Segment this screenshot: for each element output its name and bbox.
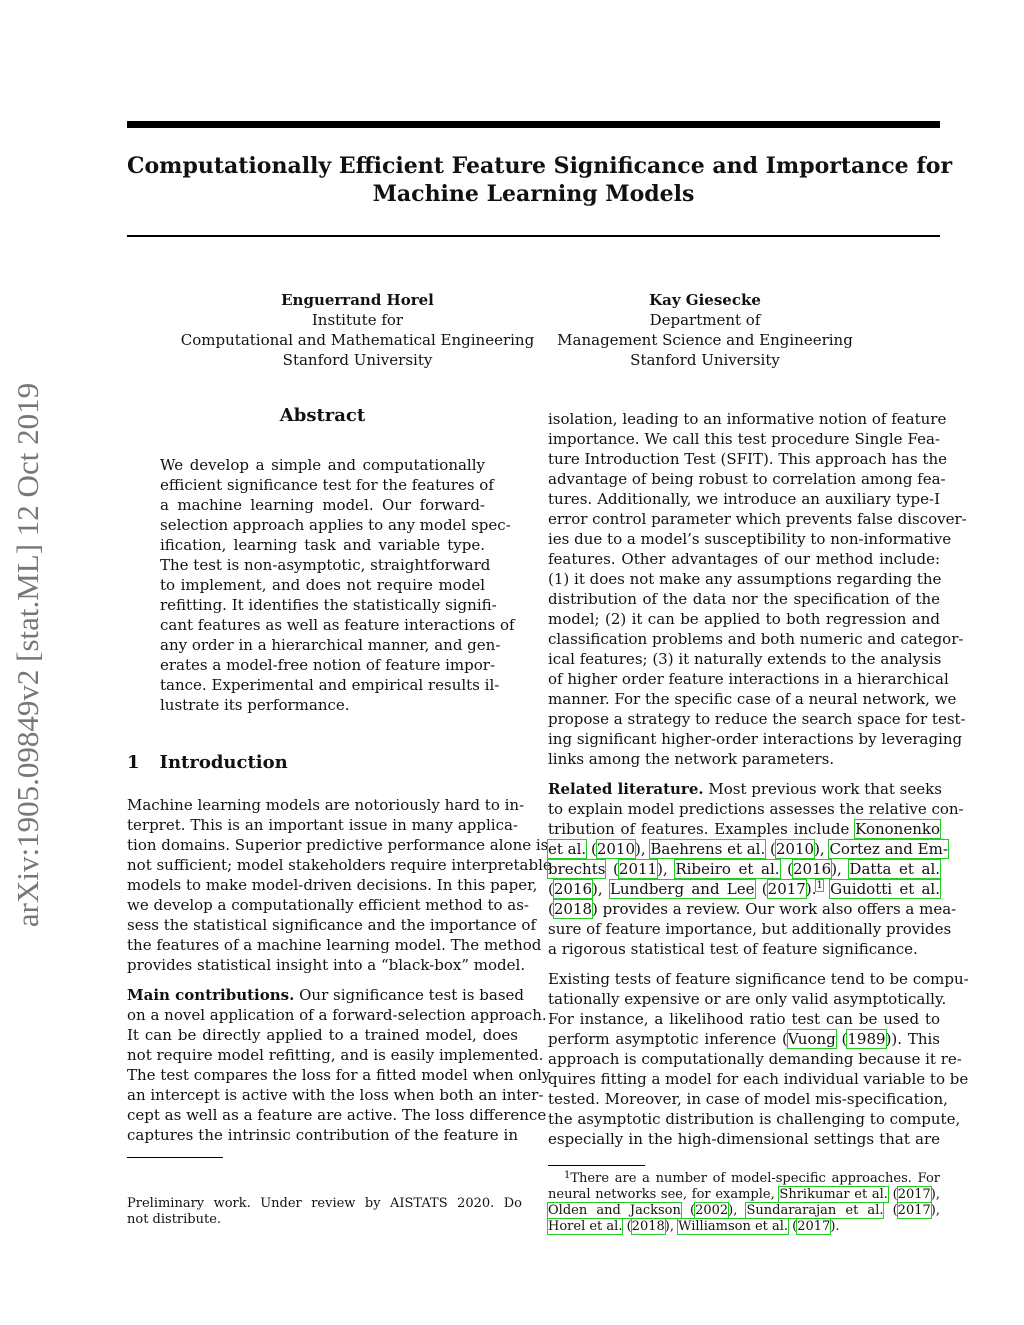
- author-affiliation: Management Science and Engineering: [557, 331, 853, 349]
- citation-link-horel[interactable]: Horel et al.: [548, 1219, 623, 1234]
- abstract-line: The test is non-asymptotic, straightforward: [160, 556, 491, 574]
- text-line: importance. We call this test procedure Single Fea-: [548, 430, 940, 448]
- citation-link-year[interactable]: 1989: [847, 1030, 886, 1048]
- citation-link-year[interactable]: 2017: [897, 1203, 931, 1218]
- footnote-line: [548, 1171, 940, 1187]
- text-line: tested. Moreover, in case of model mis-specification,: [548, 1090, 948, 1108]
- text-line: tationally expensive or are only valid asymptotically.: [548, 990, 947, 1008]
- text-line: ical features; (3) it naturally extends to the analysis: [548, 650, 942, 668]
- author-affiliation: Stanford University: [630, 351, 780, 369]
- abstract-heading: Abstract: [279, 405, 366, 426]
- citation-link-year[interactable]: 2018: [631, 1219, 665, 1234]
- text-line: brechts (2011), Ribeiro et al. (2016), Datta et al.: [548, 860, 941, 878]
- preliminary-note: [127, 1196, 522, 1228]
- right-paragraph-1: [548, 409, 967, 769]
- text-line: model; (2) it can be applied to both regression and: [548, 610, 940, 628]
- text-line: isolation, leading to an informative notion of feature: [548, 410, 947, 428]
- text-line: of higher order feature interactions in a hierarchical: [548, 670, 949, 688]
- citation-link-year[interactable]: 2017: [797, 1219, 831, 1234]
- text-line: on a novel application of a forward-selection approach.: [127, 1006, 547, 1024]
- text-line: ies due to a model’s susceptibility to non-informative: [548, 530, 952, 548]
- abstract-line: erates a model-free notion of feature impor-: [160, 656, 496, 674]
- text-line: error control parameter which prevents false discover-: [548, 510, 967, 528]
- citation-link-year[interactable]: 2018: [553, 900, 593, 918]
- author-block-giesecke: [555, 290, 855, 370]
- text-line: distribution of the data nor the specification of the: [548, 590, 940, 608]
- text-span: This: [907, 1030, 940, 1048]
- author-affiliation: Institute for: [311, 311, 404, 329]
- footnote-1: [548, 1171, 940, 1235]
- author-name: Enguerrand Horel: [281, 291, 434, 309]
- abstract-body: [160, 455, 515, 715]
- text-line: [127, 985, 524, 1005]
- note-line: not distribute.: [127, 1212, 222, 1227]
- text-line: links among the network parameters.: [548, 750, 835, 768]
- citation-link-lundberg[interactable]: Lundberg and Lee: [609, 880, 755, 898]
- citation-link-year[interactable]: 2002: [695, 1203, 729, 1218]
- text-line: features. Other advantages of our method include:: [548, 550, 940, 568]
- citation-link-williamson[interactable]: Williamson et al.: [678, 1219, 789, 1234]
- abstract-line: lustrate its performance.: [160, 696, 350, 714]
- citation-link-datta[interactable]: Datta et al.: [849, 860, 941, 878]
- abstract-line: refitting. It identifies the statistically signifi-: [160, 596, 497, 614]
- author-block-horel: [180, 290, 535, 370]
- text-line: we develop a computationally efficient method to as-: [127, 896, 529, 914]
- text-line: the asymptotic distribution is challenging to compute,: [548, 1110, 961, 1128]
- citation-link-year[interactable]: 2016: [553, 880, 593, 898]
- citation-link-year[interactable]: 2017: [897, 1187, 931, 1202]
- text-line: a rigorous statistical test of feature significance.: [548, 940, 918, 958]
- text-line: sure of feature importance, but additionally provides: [548, 920, 952, 938]
- text-line: The test compares the loss for a fitted model when only: [127, 1066, 551, 1084]
- paragraph-lead: Related literature.: [548, 780, 704, 798]
- abstract-line: tance. Experimental and empirical results il-: [160, 676, 500, 694]
- text-line: [548, 819, 940, 839]
- author-affiliation: Department of: [649, 311, 761, 329]
- text-line: cept as well as a feature are active. The loss difference: [127, 1106, 547, 1124]
- text-line: (2016), Lundberg and Lee (2017).$^1$ Guidotti et al.: [548, 880, 940, 898]
- text-line: models to make model-driven decisions. In this paper,: [127, 876, 538, 894]
- abstract-line: cant features as well as feature interactions of: [160, 616, 515, 634]
- text-line: not sufficient; model stakeholders require interpretable: [127, 856, 552, 874]
- text-line: ing significant higher-order interactions by leveraging: [548, 730, 963, 748]
- citation-link-sundararajan[interactable]: Sundararajan et al.: [746, 1203, 884, 1218]
- text-line: Existing tests of feature significance tend to be compu-: [548, 970, 969, 988]
- text-span: There are a number of model-specific approaches. For: [570, 1171, 940, 1186]
- text-line: tures. Additionally, we introduce an auxiliary type-I: [548, 490, 940, 508]
- footnote-marker-link[interactable]: 1: [816, 880, 823, 891]
- text-line: approach is computationally demanding because it re-: [548, 1050, 962, 1068]
- abstract-line: We develop a simple and computationally: [160, 456, 485, 474]
- text-line: not require model refitting, and is easily implemented.: [127, 1046, 544, 1064]
- text-line: especially in the high-dimensional settings that are: [548, 1130, 940, 1148]
- citation-link-baehrens[interactable]: Baehrens et al.: [650, 840, 766, 858]
- note-line: Preliminary work. Under review by AISTATS 2020. Do: [127, 1196, 522, 1211]
- text-span: Our significance test is based: [299, 986, 524, 1004]
- text-line: the features of a machine learning model. The method: [127, 936, 542, 954]
- intro-paragraph-main-contributions: [127, 985, 551, 1145]
- text-line: to explain model predictions assesses the relative con-: [548, 800, 964, 818]
- text-line: provides statistical insight into a “black-box” model.: [127, 956, 526, 974]
- citation-link-kononenko[interactable]: Kononenko: [855, 820, 940, 838]
- abstract-line: to implement, and does not require model: [160, 576, 485, 594]
- text-line: manner. For the specific case of a neural network, we: [548, 690, 957, 708]
- text-span: perform asymptotic inference: [548, 1030, 777, 1048]
- section-heading-introduction: [127, 752, 288, 773]
- abstract-line: selection approach applies to any model spec-: [160, 516, 511, 534]
- text-line: quires fitting a model for each individual variable to be: [548, 1070, 969, 1088]
- text-line: perform asymptotic inference (Vuong (1989)). This: [548, 1030, 940, 1048]
- text-line: For instance, a likelihood ratio test can be used to: [548, 1010, 940, 1028]
- text-line: It can be directly applied to a trained model, does: [127, 1026, 518, 1044]
- text-span: Most previous work that seeks: [708, 780, 942, 798]
- abstract-line: a machine learning model. Our forward-: [160, 496, 485, 514]
- title-line: Machine Learning Models: [372, 181, 695, 207]
- existing-tests-paragraph: [548, 969, 969, 1149]
- citation-link-olden[interactable]: Olden and Jackson: [548, 1203, 681, 1218]
- footnote-rule-left: [127, 1157, 223, 1158]
- text-line: et al. (2010), Baehrens et al. (2010), Cortez and Em-: [548, 840, 948, 858]
- citation-link-guidotti[interactable]: Guidotti et al.: [830, 880, 940, 898]
- citation-link-cortez[interactable]: Cortez and Em-: [829, 840, 948, 858]
- text-line: (2018) provides a review. Our work also offers a mea-: [548, 900, 957, 918]
- footnote-number: 1: [564, 1170, 571, 1181]
- citation-link-year[interactable]: 2017: [767, 880, 806, 898]
- text-span: tribution of features. Examples include: [548, 820, 850, 838]
- text-line: terpret. This is an important issue in many applica-: [127, 816, 518, 834]
- title-line: Computationally Efficient Feature Significance and Importance for: [127, 153, 953, 179]
- intro-paragraph-1: [127, 795, 552, 975]
- title-bottom-rule: [127, 235, 940, 237]
- text-span: neural networks see, for example,: [548, 1187, 775, 1202]
- citation-link-kononenko[interactable]: et al.: [548, 840, 587, 858]
- footnote-line: Horel et al. (2018), Williamson et al. (2017).: [548, 1219, 840, 1234]
- citation-link-shrikumar[interactable]: Shrikumar et al.: [779, 1187, 888, 1202]
- abstract-line: efficient significance test for the features of: [160, 476, 494, 494]
- citation-link-year[interactable]: 2010: [596, 840, 635, 858]
- text-line: classification problems and both numeric and categor-: [548, 630, 964, 648]
- footnote-line: Olden and Jackson (2002), Sundararajan et al. (2017),: [548, 1203, 940, 1218]
- text-line: sess the statistical significance and the importance of: [127, 916, 536, 934]
- citation-link-cortez[interactable]: brechts: [548, 860, 606, 878]
- text-line: [548, 779, 940, 799]
- citation-link-year[interactable]: 2016: [793, 860, 832, 878]
- author-name: Kay Giesecke: [649, 291, 761, 309]
- author-affiliation: Computational and Mathematical Engineering: [180, 331, 535, 349]
- text-line: captures the intrinsic contribution of the feature in: [127, 1126, 518, 1144]
- citation-link-vuong[interactable]: Vuong: [787, 1030, 836, 1048]
- abstract-line: any order in a hierarchical manner, and gen-: [160, 636, 501, 654]
- section-number: 1: [127, 752, 140, 773]
- author-affiliation: Stanford University: [282, 351, 433, 369]
- paper-title: [127, 152, 953, 208]
- citation-link-ribeiro[interactable]: Ribeiro et al.: [675, 860, 780, 878]
- text-line: tion domains. Superior predictive performance alone is: [127, 836, 549, 854]
- arxiv-identifier: arXiv:1905.09849v2 [stat.ML] 12 Oct 2019: [10, 382, 45, 928]
- text-line: advantage of being robust to correlation among fea-: [548, 470, 946, 488]
- title-top-rule: [127, 121, 940, 128]
- footnote-rule-right: [548, 1165, 645, 1166]
- text-line: (1) it does not make any assumptions regarding the: [548, 570, 942, 588]
- text-line: propose a strategy to reduce the search space for test-: [548, 710, 966, 728]
- text-line: ture Introduction Test (SFIT). This approach has the: [548, 450, 948, 468]
- text-line: an intercept is active with the loss when both an inter-: [127, 1086, 544, 1104]
- abstract-line: ification, learning task and variable type.: [160, 536, 485, 554]
- section-title: Introduction: [159, 752, 288, 773]
- text-line: Machine learning models are notoriously hard to in-: [127, 796, 525, 814]
- citation-link-year[interactable]: 2011: [618, 860, 658, 878]
- paragraph-lead: Main contributions.: [127, 986, 295, 1004]
- related-literature-paragraph: [548, 779, 964, 959]
- footnote-line: neural networks see, for example, Shrikumar et al. (2017),: [548, 1187, 940, 1202]
- citation-link-year[interactable]: 2010: [775, 840, 815, 858]
- text-span: provides a review. Our work also offers a mea-: [602, 900, 957, 918]
